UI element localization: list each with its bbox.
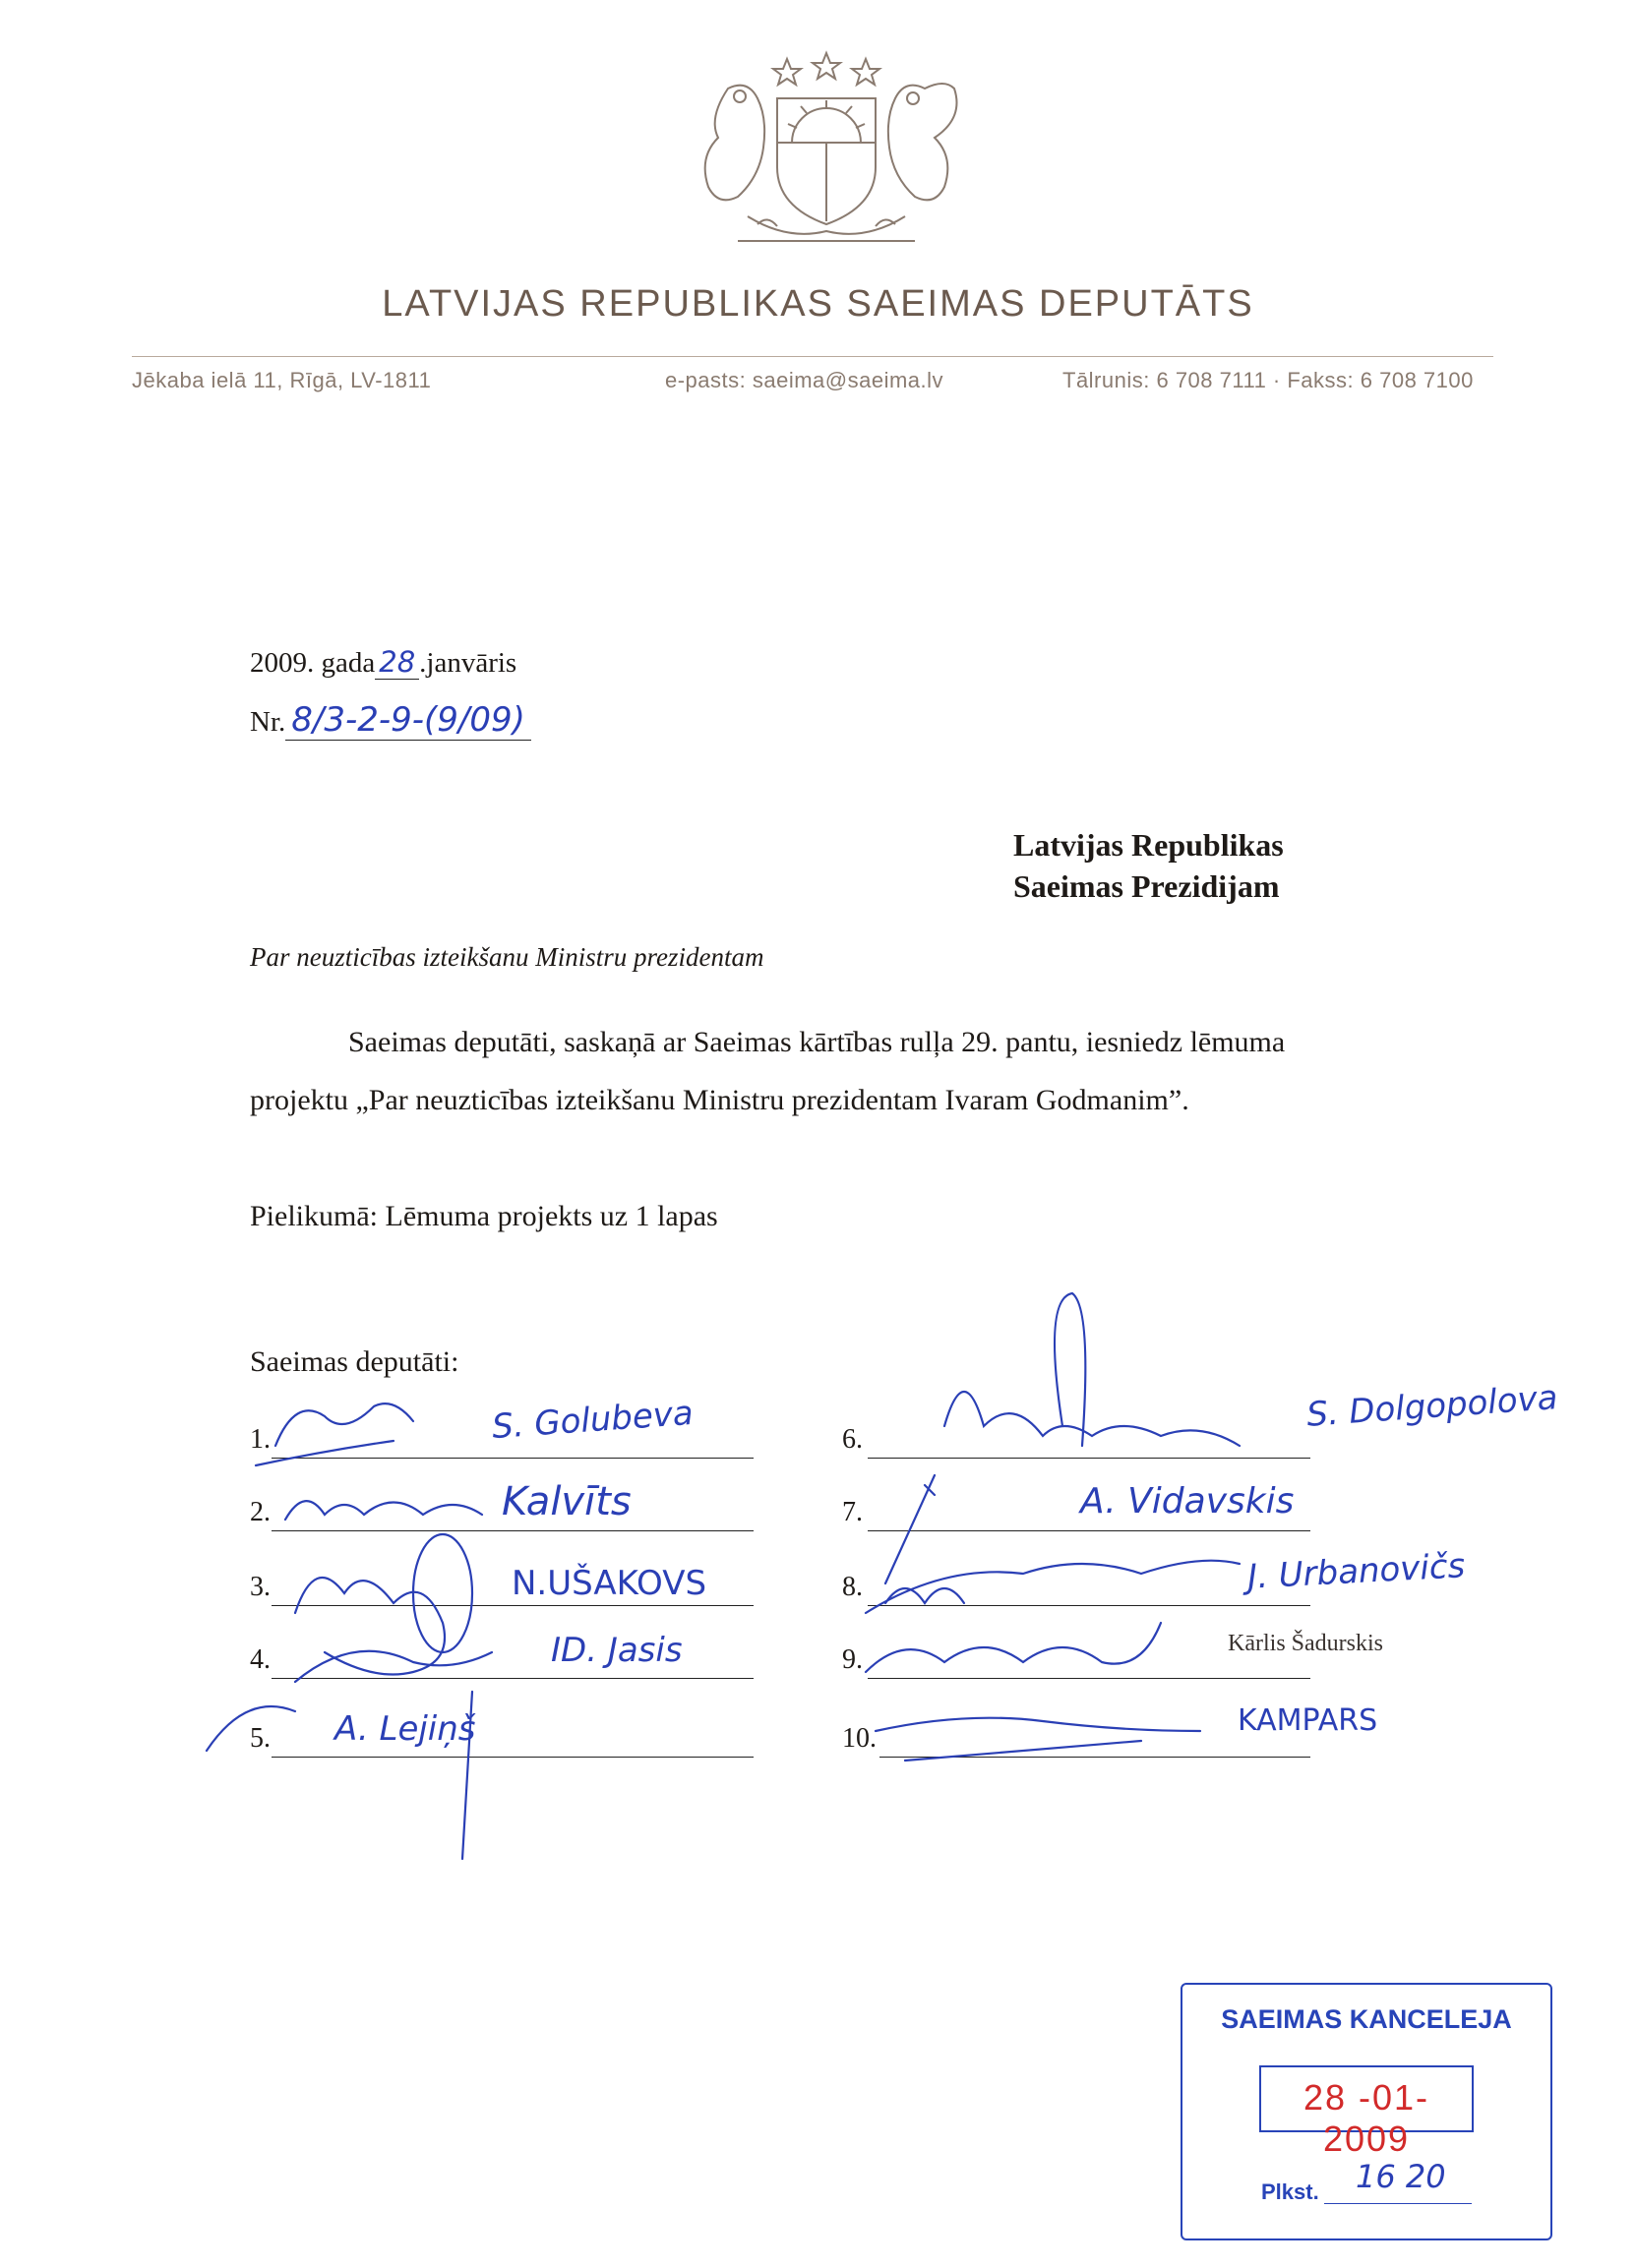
signature-number: 6. [842,1424,863,1455]
signature-number: 1. [250,1424,271,1455]
signature-line [868,1605,1310,1606]
signature-number: 3. [250,1572,271,1602]
date-day-handwritten: 28 [375,645,419,680]
date-suffix: .janvāris [419,647,517,679]
signature-line [868,1678,1310,1679]
stamp-date-box [1259,2065,1474,2159]
date-prefix: 2009. gada [250,647,376,679]
recipient-block [1013,824,1284,907]
signature-line [879,1757,1310,1758]
document-date [250,645,516,680]
signature-handwritten: J. Urbanovičs [1246,1546,1467,1597]
signature-handwritten: Kalvīts [502,1479,632,1524]
annex-note: Pielikumā: Lēmuma projekts uz 1 lapas [250,1200,718,1232]
signatures-label: Saeimas deputāti: [250,1345,459,1378]
printed-signatory-name: Kārlis Šadurskis [1228,1631,1383,1656]
signature-handwritten: N.UŠAKOVS [512,1564,707,1603]
signature-handwritten: KAMPARS [1238,1703,1378,1738]
signature-number: 5. [250,1723,271,1754]
signature-number: 2. [250,1497,271,1527]
stamp-time-line [1324,2203,1472,2204]
signature-number: 8. [842,1572,863,1602]
signature-handwritten: S. Golubeva [490,1393,695,1448]
signature-number: 7. [842,1497,863,1527]
signature-line [272,1458,754,1459]
nr-value-handwritten: 8/3-2-9-(9/09) [285,700,531,741]
signature-line [868,1458,1310,1459]
signature-line [272,1757,754,1758]
coat-of-arms-emblem [669,49,984,246]
letterhead-email: e-pasts: saeima@saeima.lv [665,368,944,392]
signature-handwritten: ID. Jasis [551,1631,683,1670]
signature-handwritten: S. Dolgopolova [1304,1378,1559,1435]
document-number [250,700,531,740]
signature-handwritten: A. Vidavskis [1080,1481,1295,1522]
stamp-title: SAEIMAS KANCELEJA [1221,2004,1512,2034]
signature-number: 4. [250,1644,271,1675]
signature-line [272,1530,754,1531]
document-subject: Par neuzticības izteikšanu Ministru prezidentam [250,942,764,972]
signature-line [272,1605,754,1606]
recipient-line-1: Latvijas Republikas [1013,827,1284,863]
letterhead-title: LATVIJAS REPUBLIKAS SAEIMAS DEPUTĀTS [382,283,1254,325]
signature-number: 10. [842,1723,877,1754]
letterhead-address: Jēkaba ielā 11, Rīgā, LV-1811 [132,368,432,392]
nr-prefix: Nr. [250,706,286,738]
signature-line [868,1530,1310,1531]
letterhead-phone: Tālrunis: 6 708 7111 · Fakss: 6 708 7100 [1062,368,1474,392]
letterhead-divider [132,356,1493,357]
registration-stamp [1181,1983,1552,2240]
recipient-line-2: Saeimas Prezidijam [1013,868,1280,904]
stamp-time-label: Plkst. [1261,2179,1319,2204]
signature-handwritten: A. Lejiņš [334,1709,476,1749]
stamp-date: 28 -01- 2009 [1303,2077,1430,2159]
stamp-time-handwritten: 16 20 [1356,2158,1446,2195]
document-body: Saeimas deputāti, saskaņā ar Saeimas kārtības rulļa 29. pantu, iesniedz lēmuma projektu „Par neuzticības izteikšanu Ministru prezidentam Ivaram Godmanim”. [250,1026,1286,1116]
signature-line [272,1678,754,1679]
signature-number: 9. [842,1644,863,1675]
